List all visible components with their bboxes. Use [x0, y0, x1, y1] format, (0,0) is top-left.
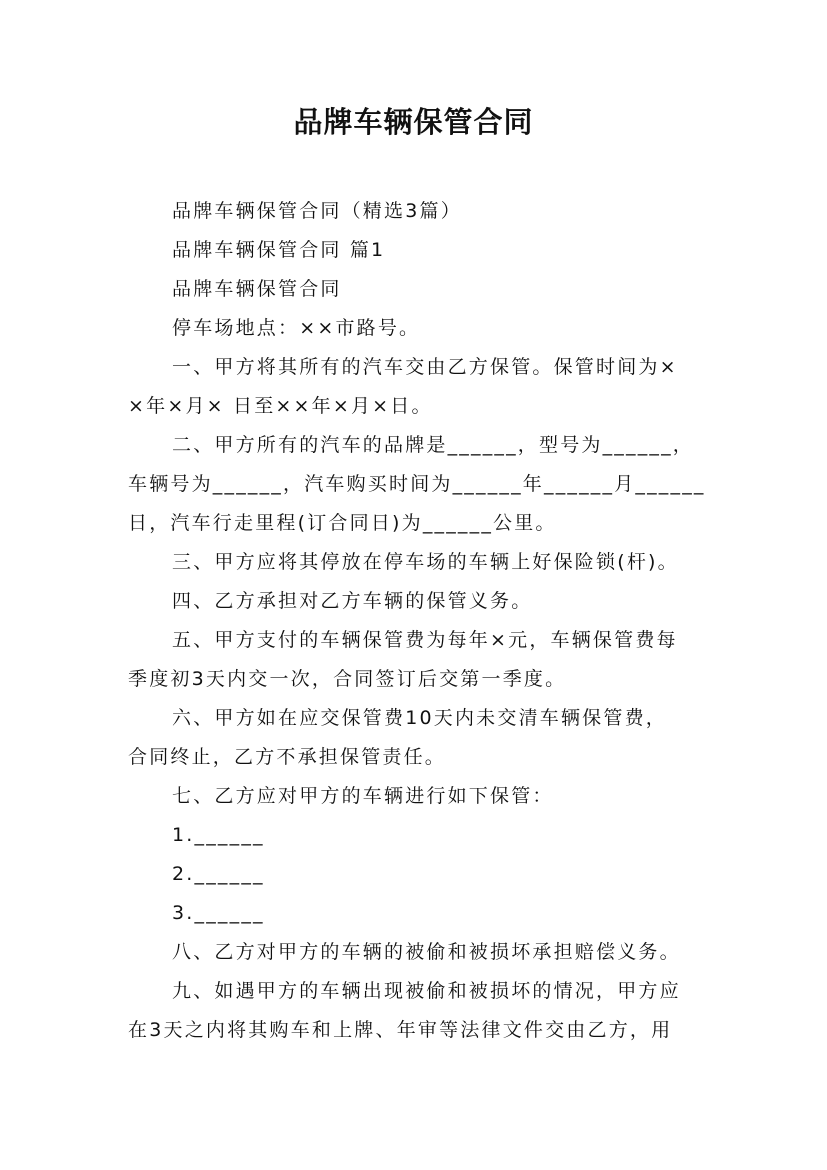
paragraph-line: 七、乙方应对甲方的车辆进行如下保管： [172, 785, 554, 807]
paragraph-line: 四、乙方承担对乙方车辆的保管义务。 [172, 590, 533, 612]
paragraph-line: 二、甲方所有的汽车的品牌是______，型号为______， [172, 434, 695, 456]
paragraph-line: 日，汽车行走里程(订合同日)为______公里。 [128, 512, 557, 534]
document-title: 品牌车辆保管合同 [293, 105, 534, 139]
list-item: 1.______ [172, 824, 265, 846]
list-item: 3.______ [172, 902, 265, 924]
paragraph-line: 在3天之内将其购车和上牌、年审等法律文件交由乙方，用 [128, 1019, 673, 1041]
paragraph-line: 合同终止，乙方不承担保管责任。 [128, 746, 447, 768]
paragraph-line: 车辆号为______，汽车购买时间为______年______月______ [128, 473, 706, 495]
paragraph-line: 品牌车辆保管合同（精选3篇） [172, 200, 462, 222]
paragraph-line: ×年×月× 日至××年×月×日。 [128, 395, 433, 417]
paragraph-line: 季度初3天内交一次，合同签订后交第一季度。 [128, 668, 567, 690]
paragraph-line: 一、甲方将其所有的汽车交由乙方保管。保管时间为× [172, 356, 678, 378]
paragraph-line: 五、甲方支付的车辆保管费为每年×元，车辆保管费每 [172, 629, 678, 651]
list-item: 2.______ [172, 863, 265, 885]
paragraph-line: 品牌车辆保管合同 篇1 [172, 239, 386, 261]
paragraph-line: 九、如遇甲方的车辆出现被偷和被损坏的情况，甲方应 [172, 980, 681, 1002]
paragraph-line: 六、甲方如在应交保管费10天内未交清车辆保管费， [172, 707, 667, 729]
paragraph-line: 三、甲方应将其停放在停车场的车辆上好保险锁(杆)。 [172, 551, 679, 573]
paragraph-line: 八、乙方对甲方的车辆的被偷和被损坏承担赔偿义务。 [172, 941, 681, 963]
paragraph-line: 品牌车辆保管合同 [172, 278, 342, 300]
paragraph-line: 停车场地点：××市路号。 [172, 317, 421, 339]
